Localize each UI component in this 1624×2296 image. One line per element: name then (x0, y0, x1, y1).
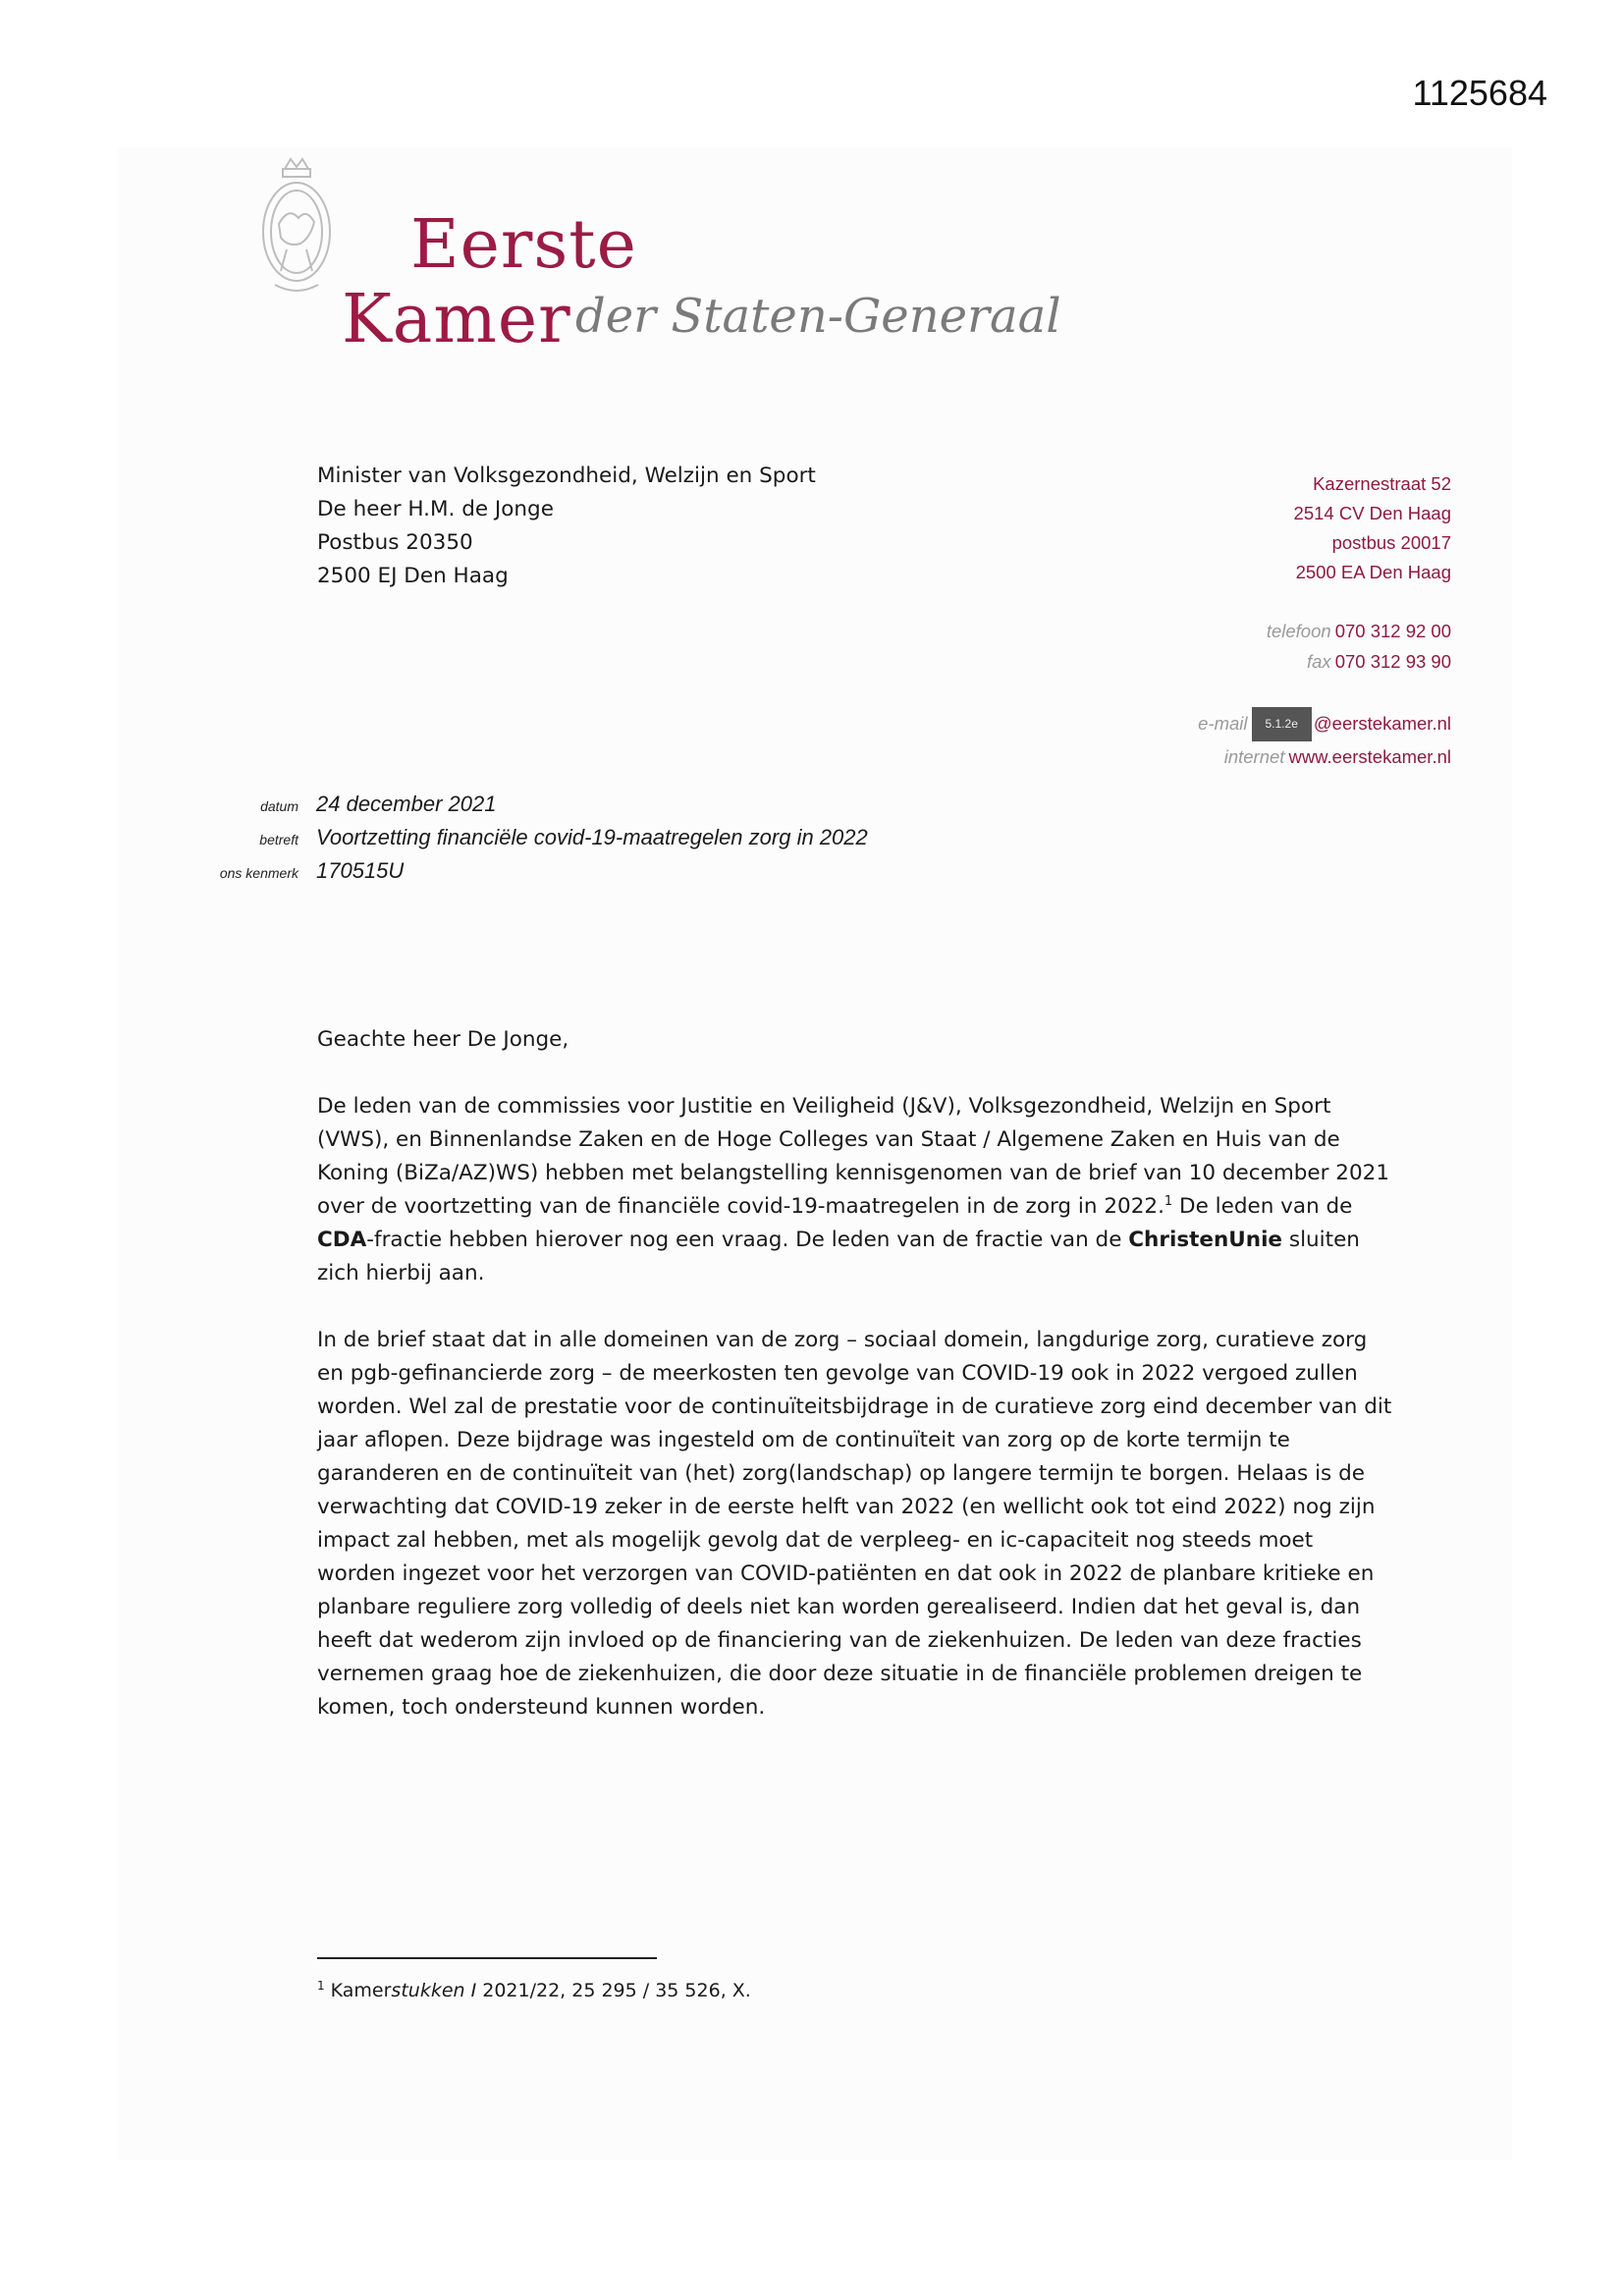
document-number: 1125684 (1412, 73, 1547, 113)
paragraph-text: -fractie hebben hierover nog een vraag. De leden van de fractie van de (366, 1228, 1129, 1252)
fax-label: fax (1307, 651, 1331, 672)
footnote-italic: stukken I (391, 1980, 477, 2001)
internet-row (1198, 741, 1451, 772)
logo-kamer: Kamer (342, 281, 571, 358)
contact-block (1198, 616, 1451, 772)
paragraph-text: De leden van de (1172, 1194, 1353, 1219)
reference-row (147, 858, 868, 892)
party-name: CDA (317, 1228, 367, 1252)
date-label: datum (260, 798, 298, 814)
email-row (1198, 707, 1451, 741)
internet-label: internet (1223, 746, 1285, 767)
email-domain: @eerstekamer.nl (1313, 713, 1451, 734)
sender-address (1294, 469, 1451, 587)
footnote (317, 1980, 751, 2001)
footnote-divider (317, 1957, 657, 1959)
letter-body (317, 1023, 1397, 1758)
footnote-ref: 1 (1164, 1194, 1173, 1209)
redaction-box: 5.1.2e (1252, 707, 1312, 741)
subject-value: Voortzetting financiële covid-19-maatregelen zorg in 2022 (316, 825, 868, 849)
subject-row (147, 825, 868, 858)
reference-value: 170515U (316, 858, 405, 883)
paragraph-text: De leden van de commissies voor Justitie en Veiligheid (J&V), Volksgezondheid, Welzijn en Sport (VWS), en Binnenlandse Zaken en de Hoge Colleges van Staat / Algemene Zaken en Huis van de Koning (BiZa/AZ)WS) hebben met belangstelling kennisgenomen van de brief van 10 december 2021 over de voortzetting van de financiële covid-19-maatregelen in de zorg in 2022. (317, 1094, 1390, 1219)
logo-eerste: Eerste (410, 206, 637, 284)
sender-line: Kazernestraat 52 (1313, 473, 1451, 494)
phone-label: telefoon (1266, 621, 1331, 641)
paragraph-text: sluiten zich hierbij aan. (317, 1228, 1360, 1285)
sender-line: postbus 20017 (1331, 532, 1451, 553)
phone-row (1198, 616, 1451, 646)
party-name: ChristenUnie (1128, 1228, 1283, 1252)
coat-of-arms-icon (257, 155, 336, 302)
date-row (147, 792, 868, 825)
date-value: 24 december 2021 (316, 792, 497, 816)
phone-number: 070 312 92 00 (1334, 621, 1451, 641)
fax-row (1198, 646, 1451, 677)
letter-metadata (147, 792, 868, 892)
sender-line: 2514 CV Den Haag (1293, 503, 1451, 523)
footnote-text: 2021/22, 25 295 / 35 526, X. (476, 1980, 751, 2001)
website-link[interactable]: www.eerstekamer.nl (1288, 746, 1451, 767)
addressee-block (317, 460, 816, 593)
addressee-line: Postbus 20350 (317, 530, 473, 555)
paragraph (317, 1090, 1397, 1290)
fax-number: 070 312 93 90 (1334, 651, 1451, 672)
footnote-text: Kamer (330, 1980, 392, 2001)
paragraph: In de brief staat dat in alle domeinen van de zorg – sociaal domein, langdurige zorg, curatieve zorg en pgb-gefinancierde zorg – de meerkosten ten gevolge van COVID-19 ook in 2022 vergoed zullen worden. Wel zal de prestatie voor de continuïteitsbijdrage in de curatieve zorg eind december van dit jaar aflopen. Deze bijdrage was ingesteld om de continuïteit van zorg op de korte termijn te garanderen en de continuïteit van (het) zorg(landschap) op langere termijn te borgen. Helaas is de verwachting dat COVID-19 zeker in de eerste helft van 2022 (en wellicht ook tot eind 2022) nog zijn impact zal hebben, met als mogelijk gevolg dat de verpleeg- en ic-capaciteit nog steeds moet worden ingezet voor het verzorgen van COVID-patiënten en dat ook in 2022 de planbare kritieke en planbare reguliere zorg volledig of deels niet kan worden gerealiseerd. Indien dat het geval is, dan heeft dat wederom zijn invloed op de financiering van de ziekenhuizen. De leden van deze fracties vernemen graag hoe de ziekenhuizen, die door deze situatie in de financiële problemen dreigen te komen, toch ondersteund kunnen worden. (317, 1328, 1392, 1720)
addressee-line: De heer H.M. de Jonge (317, 497, 554, 521)
addressee-line: 2500 EJ Den Haag (317, 564, 509, 588)
sender-line: 2500 EA Den Haag (1295, 562, 1451, 582)
reference-label: ons kenmerk (219, 865, 298, 881)
salutation: Geachte heer De Jonge, (317, 1027, 569, 1052)
email-label: e-mail (1198, 713, 1248, 734)
subject-label: betreft (259, 832, 298, 847)
addressee-line: Minister van Volksgezondheid, Welzijn en Sport (317, 464, 816, 488)
footnote-number: 1 (317, 1979, 325, 1993)
logo-subtitle: der Staten-Generaal (575, 289, 1061, 344)
